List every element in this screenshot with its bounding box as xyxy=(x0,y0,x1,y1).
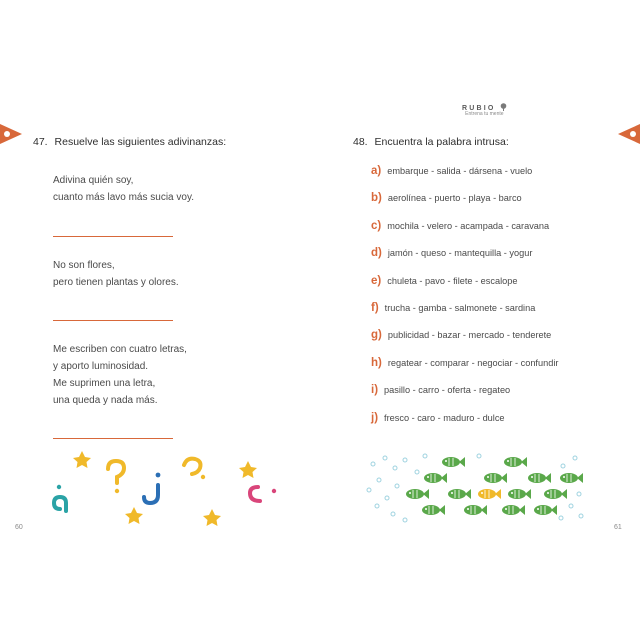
bubble-icon xyxy=(559,516,563,520)
fish-icon xyxy=(508,489,531,499)
riddle-line: cuanto más lavo más sucia voy. xyxy=(53,192,194,203)
list-item xyxy=(371,357,558,369)
list-item xyxy=(371,220,549,232)
bubble-icon xyxy=(371,462,375,466)
bubble-icon xyxy=(395,484,399,488)
fish-icon xyxy=(484,473,507,483)
list-item xyxy=(371,412,505,424)
item-letter: i) xyxy=(371,384,379,396)
bubble-icon xyxy=(569,504,573,508)
item-letter: a) xyxy=(371,165,382,177)
bubble-icon xyxy=(391,512,395,516)
item-letter: f) xyxy=(371,302,379,314)
riddle-1 xyxy=(53,172,194,206)
bubble-icon xyxy=(577,492,581,496)
page-number-right: 61 xyxy=(614,524,622,531)
item-words[interactable]: pasillo - carro - oferta - regateo xyxy=(384,385,511,395)
item-words[interactable]: chuleta - pavo - filete - escalope xyxy=(387,276,518,286)
bubble-icon xyxy=(393,466,397,470)
item-letter: e) xyxy=(371,275,382,287)
riddle-decoration xyxy=(50,445,290,535)
fish-icon xyxy=(478,489,501,499)
list-item xyxy=(371,247,532,259)
exercise-instruction: Resuelve las siguientes adivinanzas: xyxy=(54,136,227,148)
brand-tagline: Entrena tu mente xyxy=(465,111,504,117)
item-words[interactable]: regatear - comparar - negociar - confundir xyxy=(387,358,559,368)
bubble-icon xyxy=(377,478,381,482)
fish-icon xyxy=(534,505,557,515)
fish-icon xyxy=(422,505,445,515)
fish-icon xyxy=(528,473,551,483)
question-mark-icon xyxy=(54,485,66,511)
brand-name: RUBIO xyxy=(462,105,496,112)
corner-tab-icon xyxy=(618,124,640,144)
item-letter: b) xyxy=(371,192,382,204)
item-letter: h) xyxy=(371,357,382,369)
fish-icon xyxy=(406,489,429,499)
item-letter: d) xyxy=(371,247,382,259)
brand-tree-icon xyxy=(500,103,507,111)
bubble-icon xyxy=(477,454,481,458)
bubble-icon xyxy=(367,488,371,492)
brand-logo xyxy=(462,103,507,117)
bubble-icon xyxy=(385,496,389,500)
item-letter: j) xyxy=(371,412,379,424)
answer-line[interactable] xyxy=(53,320,173,321)
list-item xyxy=(371,302,535,314)
question-mark-icon xyxy=(184,459,205,480)
fish-icon xyxy=(442,457,465,467)
item-letter: c) xyxy=(371,220,382,232)
answer-line[interactable] xyxy=(53,438,173,439)
riddle-line: pero tienen plantas y olores. xyxy=(53,277,179,288)
exercise-number: 48. xyxy=(353,136,368,148)
star-icon xyxy=(239,461,257,478)
riddle-line: No son flores, xyxy=(53,260,115,271)
bubble-icon xyxy=(573,456,577,460)
riddle-line: una queda y nada más. xyxy=(53,395,158,406)
exercise-number: 47. xyxy=(33,136,48,148)
fish-school-illustration xyxy=(365,450,585,525)
exercise-48-title xyxy=(353,136,509,148)
item-letter: g) xyxy=(371,329,382,341)
fish-icon xyxy=(502,505,525,515)
riddle-line: Me suprimen una letra, xyxy=(53,378,156,389)
bubble-icon xyxy=(375,504,379,508)
item-words[interactable]: trucha - gamba - salmonete - sardina xyxy=(384,303,536,313)
answer-line[interactable] xyxy=(53,236,173,237)
exercise-instruction: Encuentra la palabra intrusa: xyxy=(374,136,509,148)
item-words[interactable]: mochila - velero - acampada - caravana xyxy=(387,221,550,231)
fish-icon xyxy=(448,489,471,499)
bubble-icon xyxy=(423,454,427,458)
item-words[interactable]: publicidad - bazar - mercado - tenderete xyxy=(387,330,552,340)
bubble-icon xyxy=(383,456,387,460)
item-words[interactable]: embarque - salida - dársena - vuelo xyxy=(387,166,533,176)
list-item xyxy=(371,384,510,396)
fish-icon xyxy=(464,505,487,515)
item-words[interactable]: aerolínea - puerto - playa - barco xyxy=(387,193,522,203)
riddle-line: Adivina quién soy, xyxy=(53,175,134,186)
page-number-left: 60 xyxy=(15,524,23,531)
question-mark-icon xyxy=(144,473,160,503)
list-item xyxy=(371,192,522,204)
bubble-icon xyxy=(579,514,583,518)
list-item xyxy=(371,165,532,177)
bubble-icon xyxy=(561,464,565,468)
item-words[interactable]: jamón - queso - mantequilla - yogur xyxy=(387,248,533,258)
bubble-icon xyxy=(415,470,419,474)
exercise-47-title xyxy=(33,136,226,148)
riddle-line: y aporto luminosidad. xyxy=(53,361,149,372)
fish-icon xyxy=(560,473,583,483)
list-item xyxy=(371,329,551,341)
riddle-line: Me escriben con cuatro letras, xyxy=(53,344,187,355)
riddle-3 xyxy=(53,341,187,409)
list-item xyxy=(371,275,517,287)
bubble-icon xyxy=(403,458,407,462)
fish-icon xyxy=(504,457,527,467)
item-words[interactable]: fresco - caro - maduro - dulce xyxy=(384,413,505,423)
riddle-2 xyxy=(53,257,179,291)
question-mark-icon xyxy=(250,487,276,501)
star-icon xyxy=(203,509,221,526)
fish-icon xyxy=(424,473,447,483)
question-mark-icon xyxy=(108,461,124,493)
bubble-icon xyxy=(403,518,407,522)
corner-tab-icon xyxy=(0,124,22,144)
star-icon xyxy=(73,451,91,468)
star-icon xyxy=(125,507,143,524)
fish-icon xyxy=(544,489,567,499)
